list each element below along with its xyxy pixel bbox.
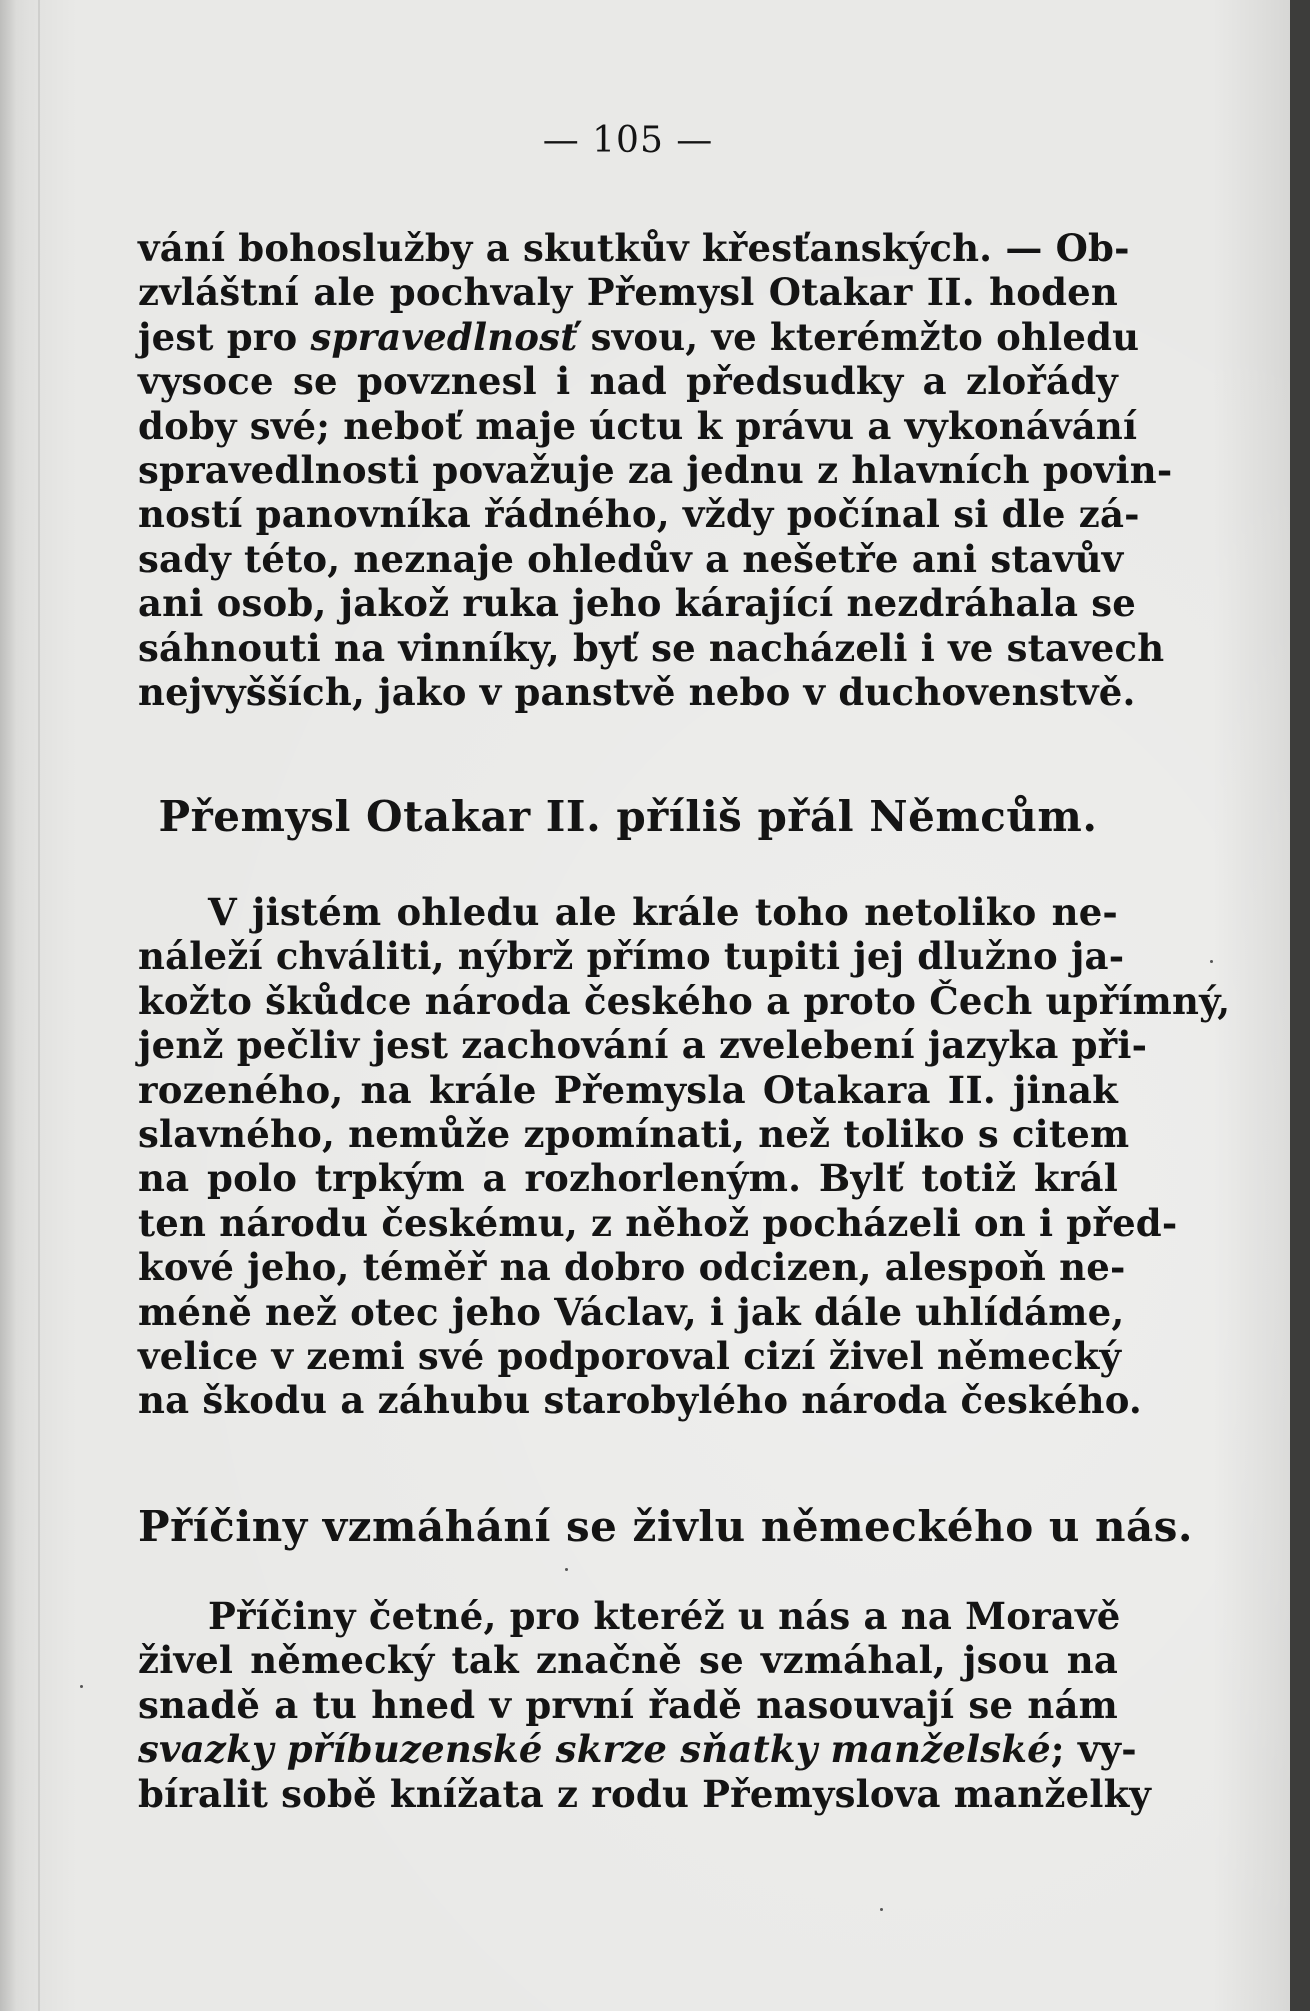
paragraph-causes [138, 1594, 1152, 1816]
text-line: náleží chváliti, nýbrž přímo tupiti jej dlužno ja- [138, 934, 1125, 979]
text-line [138, 1727, 1137, 1772]
text-line: vání bohoslužby a skutkův křesťanských. — Ob- [138, 226, 1130, 270]
page-binding-shadow [0, 0, 28, 2011]
text-fragment: jest pro [138, 314, 311, 359]
text-line: zvláštní ale pochvaly Přemysl Otakar II. hoden [138, 270, 1118, 315]
text-line: bíralit sobě knížata z rodu Přemyslova manželky [138, 1771, 1152, 1816]
text-line: doby své; neboť maje úctu k právu a vykonávání [138, 403, 1138, 448]
text-line: na škodu a záhubu starobylého národa českého. [138, 1378, 1143, 1423]
paragraph-justice [138, 226, 1173, 715]
paper-speck [565, 1568, 568, 1571]
text-line: méně než otec jeho Václav, i jak dále uhlídáme, [138, 1289, 1125, 1334]
emphasis-spravedlnost: spravedlnosť [310, 314, 578, 359]
text-line: spravedlnosti považuje za jednu z hlavních povin- [138, 448, 1173, 493]
text-line: nejvyšších, jako v panstvě nebo v duchovenstvě. [138, 670, 1136, 715]
text-line: ani osob, jakož ruka jeho kárající nezdráhala se [138, 581, 1137, 626]
text-fragment: ; vy- [1050, 1727, 1137, 1772]
text-line: sáhnouti na vinníky, byť se nacházeli i ve stavech [138, 625, 1165, 670]
paper-speck [1210, 960, 1213, 963]
text-line: jenž pečliv jest zachování a zvelebení jazyka při- [138, 1023, 1148, 1068]
text-line: na polo trpkým a rozhorleným. Bylť totiž král [138, 1156, 1118, 1201]
text-line: snadě a tu hned v první řadě nasouvají se nám [138, 1682, 1118, 1727]
text-line [138, 314, 1140, 359]
emphasis-svazky: svazky příbuzenské skrze sňatky manželské [138, 1727, 1051, 1772]
text-line: slavného, nemůže zpomínati, než toliko s citem [138, 1112, 1130, 1157]
section-heading-nemci: Přemysl Otakar II. příliš přál Němcům. [158, 792, 1098, 841]
text-fragment: svou, ve kterémžto ohledu [577, 314, 1140, 359]
page-edge-shadow [1290, 0, 1310, 2011]
text-line: kožto škůdce národa českého a proto Čech upřímný, [138, 978, 1231, 1023]
paper-speck [880, 1908, 883, 1911]
paragraph-german-favor [138, 890, 1231, 1423]
text-line: vysoce se povznesl i nad předsudky a zlořády [138, 359, 1118, 404]
text-line: živel německý tak značně se vzmáhal, jsou na [138, 1638, 1118, 1683]
text-line: ností panovníka řádného, vždy počínal si dle zá- [138, 492, 1140, 537]
text-line: rozeného, na krále Přemysla Otakara II. jinak [138, 1067, 1118, 1112]
text-line: kové jeho, téměř na dobro odcizen, alespoň ne- [138, 1245, 1126, 1290]
section-heading-priciny: Příčiny vzmáhání se živlu německého u nás. [138, 1502, 1194, 1551]
text-line: Příčiny četné, pro kteréž u nás a na Moravě [208, 1594, 1121, 1638]
text-line: V jistém ohledu ale krále toho netoliko ne- [208, 890, 1118, 934]
text-line: ten národu českému, z něhož pocházeli on i před- [138, 1200, 1178, 1245]
page-number: — 105 — [542, 120, 714, 161]
text-line: velice v zemi své podporoval cizí živel německý [138, 1334, 1122, 1379]
paper-speck [80, 1685, 83, 1688]
text-line: sady této, neznaje ohledův a nešetře ani stavův [138, 536, 1124, 581]
